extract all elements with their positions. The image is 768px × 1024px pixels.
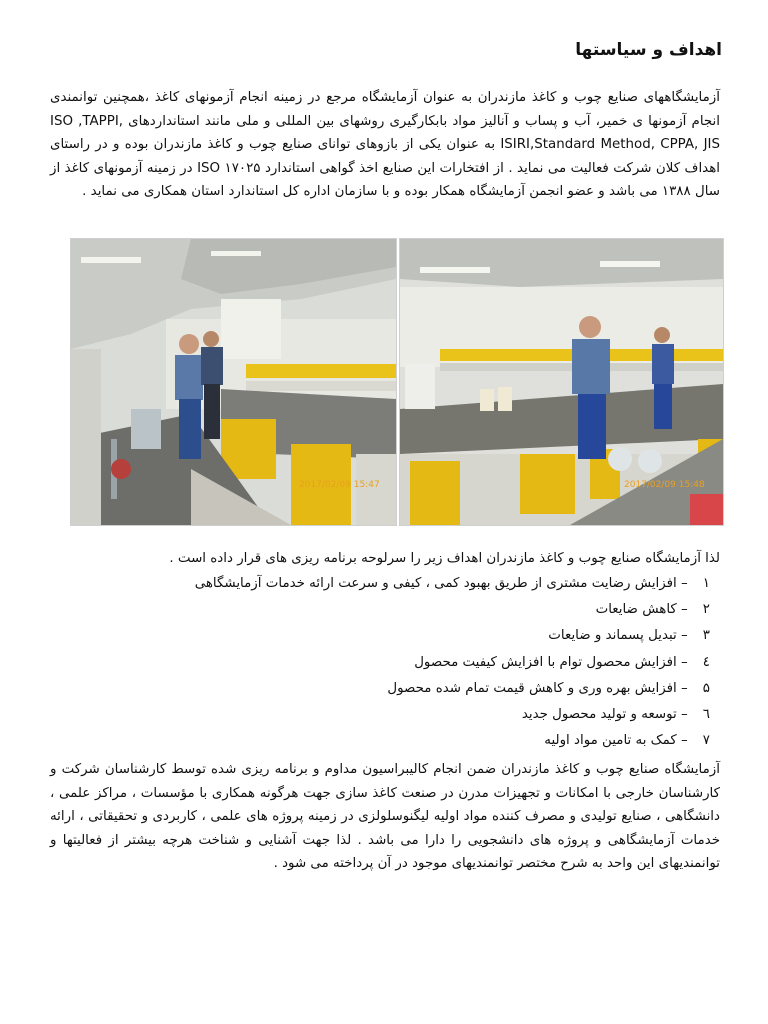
photo-timestamp-right: 2017/02/09 15:48 [624, 480, 705, 490]
closing-paragraph: آزمایشگاه صنایع چوب و کاغذ مازندران ضمن انجام کالیبراسیون مداوم و برنامه ریزی شده توسط کارشناسان شرکت و کارشناسان خارجی با امکانات و تجهیزات مدرن در صنعت کاغذ سازی جهت هرگونه همکاری با مؤسسات ، مراکز علمی ، دانشگاهی ، صنایع تولیدی و مصرف کننده مواد اولیه لیگنوسلولزی در زمینه پروژه های علمی ، کاربردی و تحقیقاتی ، ارائه خدمات آزمایشگاهی و پروژه های دانشجویی را دارا می باشد . لذا جهت آشنایی و شناخت هرچه بیشتر از فعالیتها و توانمندیهای این واحد به شرح مختصر توانمندیهای موجود در آن پرداخته می شود . [50, 762, 720, 871]
lab-photos [70, 238, 722, 524]
goals-list [190, 571, 710, 754]
goal-text: توسعه و تولید محصول جدید [521, 707, 677, 723]
goal-number: ۷ [702, 733, 710, 749]
goal-number: ۲ [702, 602, 710, 618]
goal-text: افزایش رضایت مشتری از طریق بهبود کمی ، کیفی و سرعت ارائه خدمات آزمایشگاهی [194, 576, 677, 591]
goals-intro: لذا آزمایشگاه صنایع چوب و کاغذ مازندران اهداف زیر را سرلوحه برنامه ریزی های قرار داده است . [169, 551, 720, 566]
goal-item: ۱ – افزایش رضایت مشتری از طریق بهبود کمی ، کیفی و سرعت ارائه خدمات آزمایشگاهی [190, 571, 710, 597]
page-title: اهداف و سیاستها [575, 40, 722, 60]
goal-item: ۳ – تبدیل پسماند و ضایعات [190, 623, 710, 649]
goal-text: افزایش بهره وری و کاهش قیمت تمام شده محصول [387, 680, 677, 696]
goal-text: کاهش ضایعات [595, 602, 677, 618]
goal-number: ۳ [702, 628, 710, 644]
goal-number: ٦ [702, 707, 710, 723]
lab-photo-left [70, 238, 397, 526]
goal-item: ٤ – افزایش محصول توام با افزایش کیفیت محصول [190, 650, 710, 676]
photo-timestamp-left: 2017/02/09 15:47 [299, 480, 380, 490]
goal-item: ۵ – افزایش بهره وری و کاهش قیمت تمام شده محصول [190, 676, 710, 702]
lab-photo-right [399, 238, 724, 526]
goal-number: ۱ [702, 576, 710, 591]
goal-number: ۵ [702, 680, 710, 696]
goal-item: ۲ – کاهش ضایعات [190, 597, 710, 623]
goal-text: کمک به تامین مواد اولیه [544, 733, 677, 749]
lab-photo-left-image [71, 239, 396, 525]
goal-text: افزایش محصول توام با افزایش کیفیت محصول [414, 654, 677, 670]
lab-photo-right-image [400, 239, 723, 525]
goal-number: ٤ [702, 654, 710, 670]
goal-item: ٦ – توسعه و تولید محصول جدید [190, 702, 710, 728]
goal-text: تبدیل پسماند و ضایعات [548, 628, 677, 644]
intro-paragraph: آزمایشگاههای صنایع چوب و کاغذ مازندران به عنوان آزمایشگاه مرجع در زمینه انجام آزمونهای کاغذ ،همچنین توانمندی انجام آزمونها ی خمیر، آب و پساب و آنالیز مواد بابکارگیری روشهای بین المللی و ملی مانند استانداردهای ISO ,TAPPI, ISIRI,Standard Method, CPPA, JIS به عنوان یکی از بازوهای توانای صنایع چوب و کاغذ مازندران بوده و در راستای اهداف کلان شرکت فعالیت می نماید . از افتخارات این صنایع اخذ گواهی استاندارد ISO ۱۷۰۲۵ در زمینه آزمونهای کاغذ از سال ۱۳۸۸ می باشد و عضو انجمن آزمایشگاه همکار بوده و با سازمان اداره کل استاندارد استان همکاری می نماید . [50, 90, 720, 199]
goal-item: ۷ – کمک به تامین مواد اولیه [190, 728, 710, 754]
